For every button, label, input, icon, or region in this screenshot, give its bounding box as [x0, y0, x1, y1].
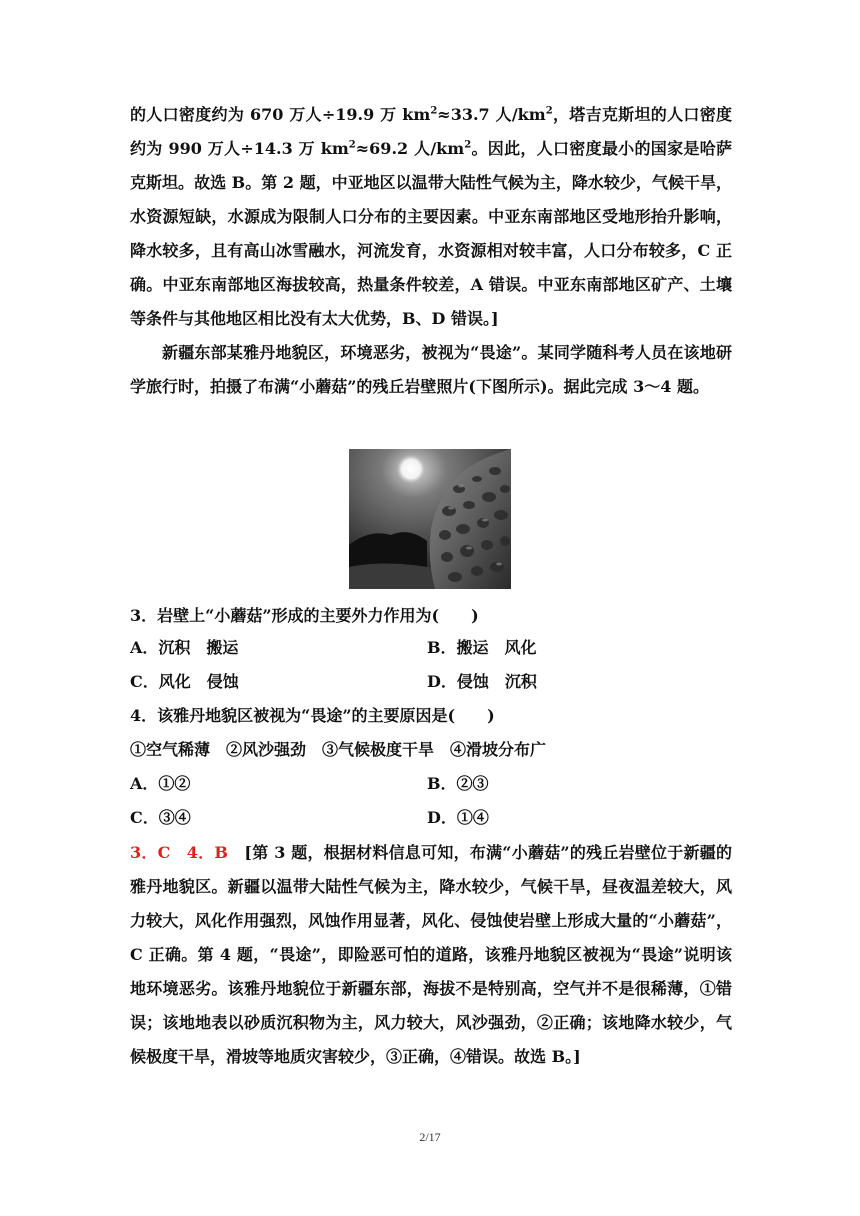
- yardang-rock-photo: [349, 449, 511, 589]
- q3-option-b: B．搬运 风化: [427, 638, 537, 657]
- explanation-text: 的人口密度约为 670 万人÷19.9 万 $km^2\approx 33.7$ 人$/km^2$，塔吉克斯坦的人口密度约为 990 万人÷14.3 万 $km^2\approx 69.2$ 人$/km^2$。因此，人口密度最小的国家是哈萨克斯坦。故选 B。第 2 题，中亚地区以温带大陆性气候为主，降水较少，气候干旱，水资源短缺，水源成为限制人口分布的主要因素。中亚东南部地区受地形抬升影响，降水较多，且有高山冰雪融水，河流发育，水资源相对较丰富，人口分布较多，C 正确。中亚东南部地区海拔较高，热量条件较差，A 错误。中亚东南部地区矿产、土壤等条件与其他地区相比没有太大优势，B、D 错误。]: [130, 105, 732, 328]
- answer-text: 3．C 4．B [第 3 题，根据材料信息可知，布满“小蘑菇”的残丘岩壁位于新疆的雅丹地貌区。新疆以温带大陆性气候为主，降水较少，气候干旱，昼夜温差较大，风力较大，风化作用强烈，风蚀作用显著，风化、侵蚀使岩壁上形成大量的“小蘑菇”，C 正确。第 4 题，“畏途”，即险恶可怕的道路，该雅丹地貌区被视为“畏途”说明该地环境恶劣。该雅丹地貌位于新疆东部，海拔不是特别高，空气并不是很稀薄，①错误；该地地表以砂质沉积物为主，风力较大，风沙强劲，②正确；该地降水较少，气候极度干旱，滑坡等地质灾害较少，③正确，④错误。故选 B。]: [130, 843, 732, 1066]
- q4-option-d: D．①④: [427, 808, 489, 827]
- page-number: 2/17: [419, 1130, 441, 1144]
- answer-key: 3．C 4．B: [130, 843, 228, 862]
- q4-option-c: C．③④: [130, 808, 191, 827]
- q3-option-a: A．沉积 搬运: [130, 638, 239, 657]
- explanation-paragraph: [130, 98, 732, 336]
- question-3-stem: 3．岩壁上“小蘑菇”形成的主要外力作用为( ): [130, 606, 479, 625]
- material-text: 新疆东部某雅丹地貌区，环境恶劣，被视为“畏途”。某同学随科考人员在该地研学旅行时，拍摄了布满“小蘑菇”的残丘岩壁照片(下图所示)。据此完成 3～4 题。: [130, 343, 732, 396]
- q4-option-a: A．①②: [130, 774, 191, 793]
- rock-wall-image: [349, 449, 511, 589]
- question-4-items: ①空气稀薄 ②风沙强劲 ③气候极度干旱 ④滑坡分布广: [130, 740, 547, 759]
- q3-option-d: D．侵蚀 沉积: [427, 672, 537, 691]
- material-paragraph: [130, 336, 732, 404]
- answer-paragraph: [130, 836, 732, 1074]
- q3-option-c: C．风化 侵蚀: [130, 672, 239, 691]
- question-4-stem: 4．该雅丹地貌区被视为“畏途”的主要原因是( ): [130, 706, 495, 725]
- q4-option-b: B．②③: [427, 774, 489, 793]
